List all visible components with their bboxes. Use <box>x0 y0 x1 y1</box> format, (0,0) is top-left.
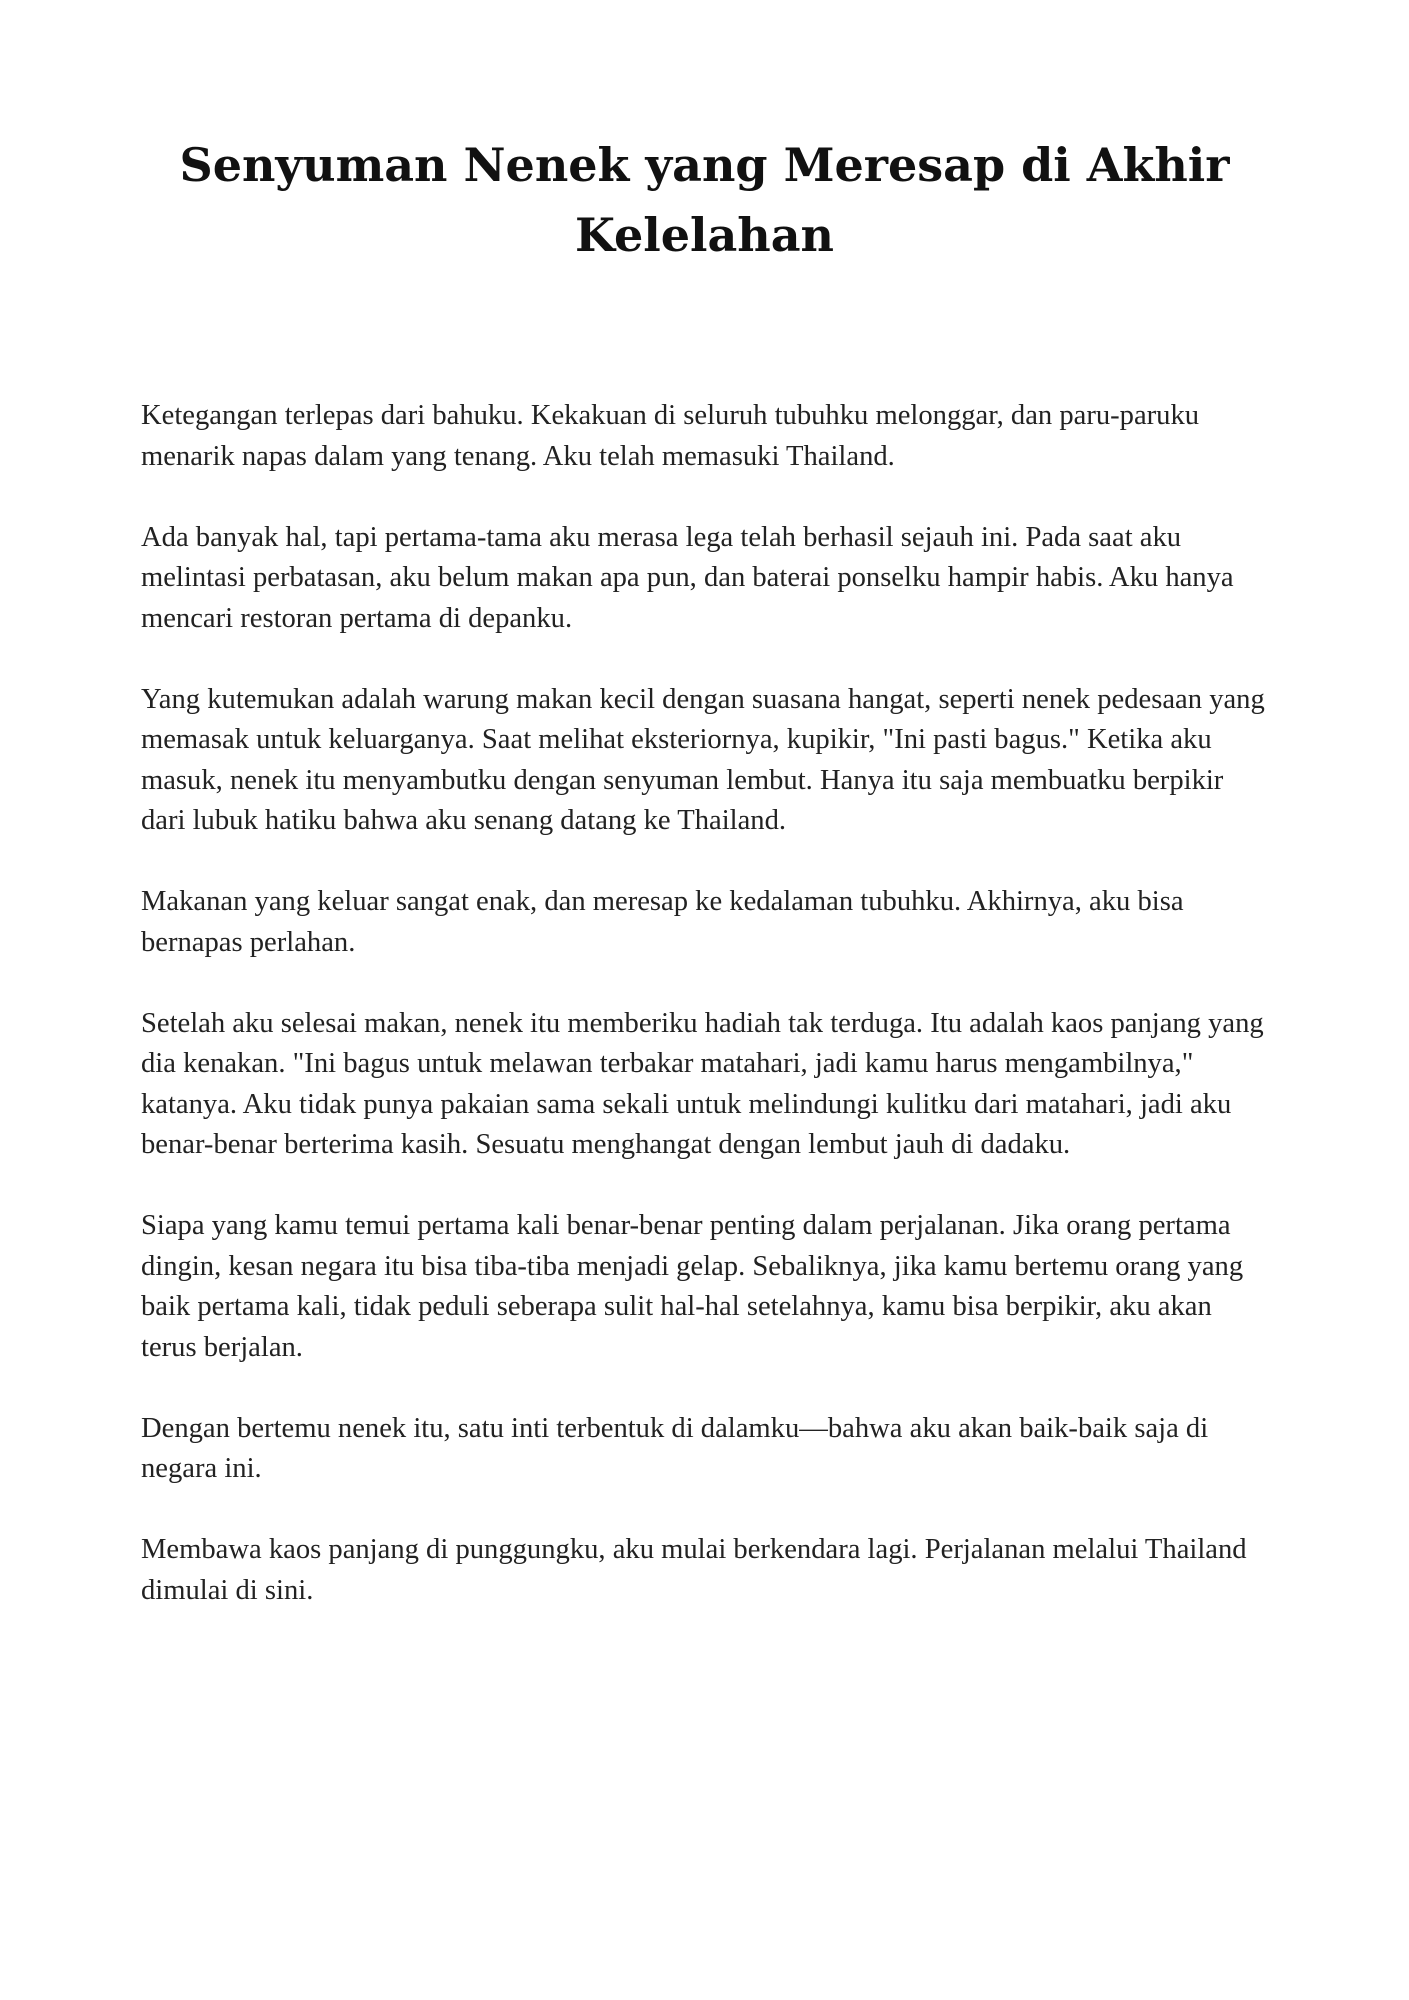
paragraph-6: Siapa yang kamu temui pertama kali benar-benar penting dalam perjalanan. Jika orang pertama dingin, kesan negara itu bisa tiba-tiba menjadi gelap. Sebaliknya, jika kamu bertemu orang yang baik pertama kali, tidak peduli seberapa sulit hal-hal setelahnya, kamu bisa berpikir, aku akan terus berjalan. <box>141 1210 1244 1363</box>
document-body <box>141 396 1269 1611</box>
paragraph-1: Ketegangan terlepas dari bahuku. Kekakuan di seluruh tubuhku melonggar, dan paru-paruku menarik napas dalam yang tenang. Aku telah memasuki Thailand. <box>141 400 1200 472</box>
document-title: Senyuman Nenek yang Meresap di Akhir Kelelahan <box>179 138 1230 262</box>
paragraph-8: Membawa kaos panjang di punggungku, aku mulai berkendara lagi. Perjalanan melalui Thailand dimulai di sini. <box>141 1534 1247 1606</box>
paragraph-5: Setelah aku selesai makan, nenek itu memberiku hadiah tak terduga. Itu adalah kaos panjang yang dia kenakan. "Ini bagus untuk melawan terbakar matahari, jadi kamu harus mengambilnya," katanya. Aku tidak punya pakaian sama sekali untuk melindungi kulitku dari matahari, jadi aku benar-benar berterima kasih. Sesuatu menghangat dengan lembut jauh di dadaku. <box>141 1007 1264 1160</box>
paragraph-2: Ada banyak hal, tapi pertama-tama aku merasa lega telah berhasil sejauh ini. Pada saat aku melintasi perbatasan, aku belum makan apa pun, dan baterai ponselku hampir habis. Aku hanya mencari restoran pertama di depanku. <box>141 521 1234 634</box>
paragraph-4: Makanan yang keluar sangat enak, dan meresap ke kedalaman tubuhku. Akhirnya, aku bisa bernapas perlahan. <box>141 886 1184 958</box>
paragraph-3: Yang kutemukan adalah warung makan kecil dengan suasana hangat, seperti nenek pedesaan yang memasak untuk keluarganya. Saat melihat eksteriornya, kupikir, "Ini pasti bagus." Ketika aku masuk, nenek itu menyambutku dengan senyuman lembut. Hanya itu saja membuatku berpikir dari lubuk hatiku bahwa aku senang datang ke Thailand. <box>141 683 1265 836</box>
paragraph-7: Dengan bertemu nenek itu, satu inti terbentuk di dalamku—bahwa aku akan baik-baik saja di negara ini. <box>141 1412 1209 1484</box>
